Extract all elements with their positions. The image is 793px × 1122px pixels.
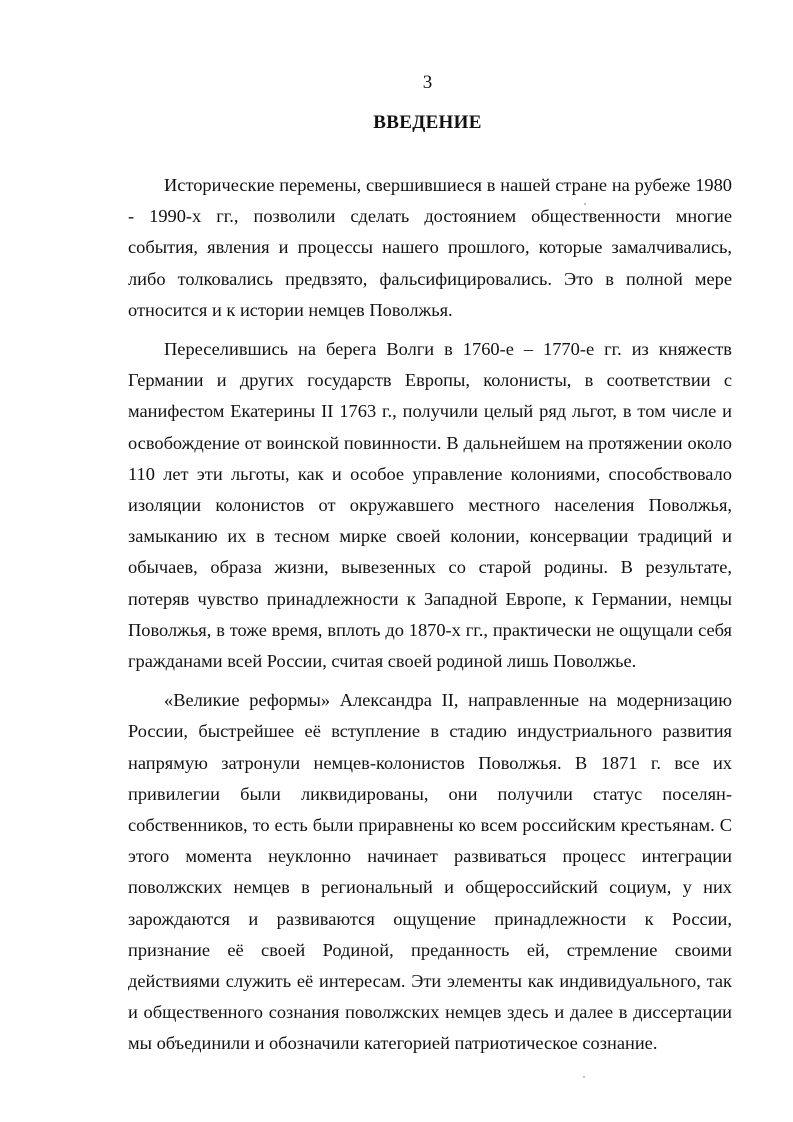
paragraph-3: «Великие реформы» Александра II, направленные на модернизацию России, быстрейшее её вступление в стадию индустриального развития напрямую затронули немцев-колонистов Поволжья. В 1871 г. все их привилегии были ликвидированы, они получили статус поселян-собственников, то есть были приравнены ко всем российским крестьянам. С этого момента неуклонно начинает развиваться процесс интеграции поволжских немцев в региональный и общероссийский социум, у них зарождаются и развиваются ощущение принадлежности к России, признание её своей Родиной, преданность ей, стремление своими действиями служить её интересам. Эти элементы как индивидуального, так и общественного сознания поволжских немцев здесь и далее в диссертации мы объединили и обозначили категорией патриотическое сознание. (128, 690, 732, 1054)
paragraph-1: Исторические перемены, свершившиеся в нашей стране на рубеже 1980 - 1990-х гг., позволили сделать достоянием общественности многие события, явления и процессы нашего прошлого, которые замалчивались, либо толковались предвзято, фальсифицировались. Это в полной мере относится и к истории немцев Поволжья. (128, 175, 732, 320)
body-text (128, 170, 732, 1060)
scan-speck (584, 203, 586, 205)
scan-speck (583, 1076, 585, 1078)
page-number: 3 (422, 72, 433, 93)
paragraph-2: Переселившись на берега Волги в 1760-е – 1770-е гг. из княжеств Германии и других государств Европы, колонисты, в соответствии с манифестом Екатерины II 1763 г., получили целый ряд льгот, в том числе и освобождение от воинской повинности. В дальнейшем на протяжении около 110 лет эти льготы, как и особое управление колониями, способствовало изоляции колонистов от окружавшего местного населения Поволжья, замыканию их в тесном мирке своей колонии, консервации традиций и обычаев, образа жизни, вывезенных со старой родины. В результате, потеряв чувство принадлежности к Западной Европе, к Германии, немцы Поволжья, в тоже время, вплоть до 1870-х гг., практически не ощущали себя гражданами всей России, считая своей родиной лишь Поволжье. (128, 339, 732, 672)
section-title: ВВЕДЕНИЕ (373, 112, 482, 133)
